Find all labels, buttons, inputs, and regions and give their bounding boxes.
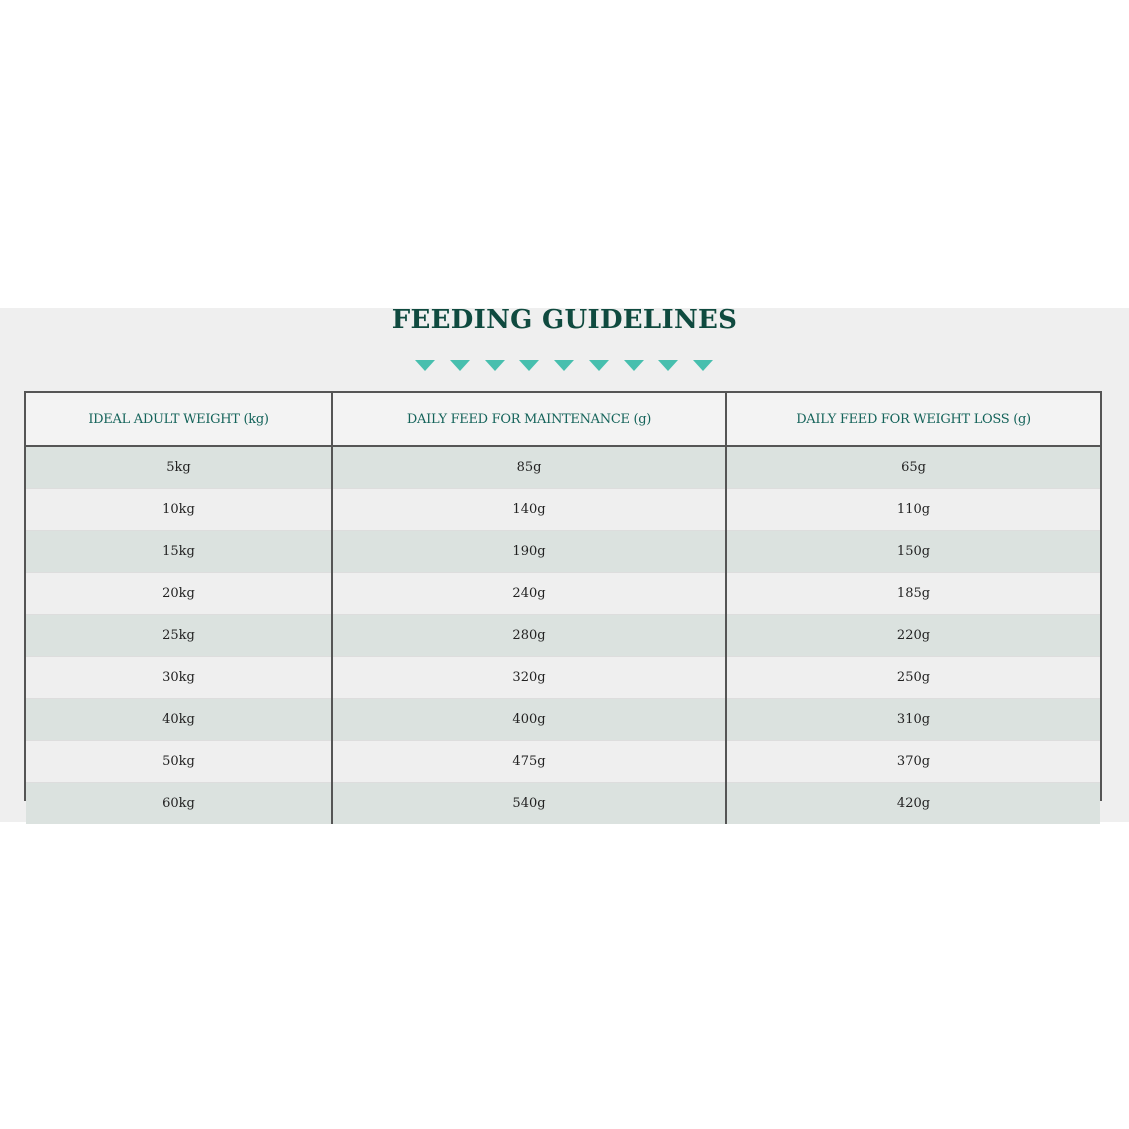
table-row [26,657,1100,699]
cell-maintenance: 320g [332,657,726,699]
feeding-table [24,391,1102,811]
cell-maintenance: 190g [332,531,726,573]
triangle-down-icon [519,360,539,371]
triangle-down-icon [658,360,678,371]
cell-maintenance: 280g [332,615,726,657]
cell-weight-loss: 110g [726,489,1100,531]
triangle-down-icon [450,360,470,371]
cell-maintenance: 140g [332,489,726,531]
triangle-down-icon [554,360,574,371]
triangle-down-icon [693,360,713,371]
table-row [26,741,1100,783]
feeding-guidelines-section [0,305,1129,822]
cell-weight: 5kg [26,446,332,489]
cell-weight: 25kg [26,615,332,657]
table-row [26,573,1100,615]
table-row [26,615,1100,657]
cell-weight-loss: 65g [726,446,1100,489]
cell-weight-loss: 150g [726,531,1100,573]
table-row [26,531,1100,573]
cell-weight-loss: 310g [726,699,1100,741]
cell-maintenance: 540g [332,783,726,825]
cell-weight: 60kg [26,783,332,825]
triangle-down-icon [624,360,644,371]
cell-weight-loss: 250g [726,657,1100,699]
table-row [26,783,1100,825]
cell-maintenance: 475g [332,741,726,783]
table-row [26,699,1100,741]
cell-weight-loss: 185g [726,573,1100,615]
triangle-down-icon [485,360,505,371]
table-row [26,489,1100,531]
cell-weight: 15kg [26,531,332,573]
cell-weight-loss: 220g [726,615,1100,657]
cell-weight: 40kg [26,699,332,741]
header-maintenance: DAILY FEED FOR MAINTENANCE (g) [332,393,726,446]
header-weight-loss: DAILY FEED FOR WEIGHT LOSS (g) [726,393,1100,446]
title-text: FEEDING GUIDELINES [391,305,738,335]
cell-weight: 30kg [26,657,332,699]
decorative-triangles [415,360,715,372]
cell-weight-loss: 420g [726,783,1100,825]
triangle-down-icon [589,360,609,371]
cell-weight: 50kg [26,741,332,783]
table-row [26,446,1100,489]
cell-weight: 20kg [26,573,332,615]
cell-weight-loss: 370g [726,741,1100,783]
cell-maintenance: 240g [332,573,726,615]
header-ideal-weight: IDEAL ADULT WEIGHT (kg) [26,393,332,446]
section-title [0,305,1129,335]
table-header-row [26,393,1100,446]
triangle-down-icon [415,360,435,371]
cell-maintenance: 85g [332,446,726,489]
cell-maintenance: 400g [332,699,726,741]
cell-weight: 10kg [26,489,332,531]
